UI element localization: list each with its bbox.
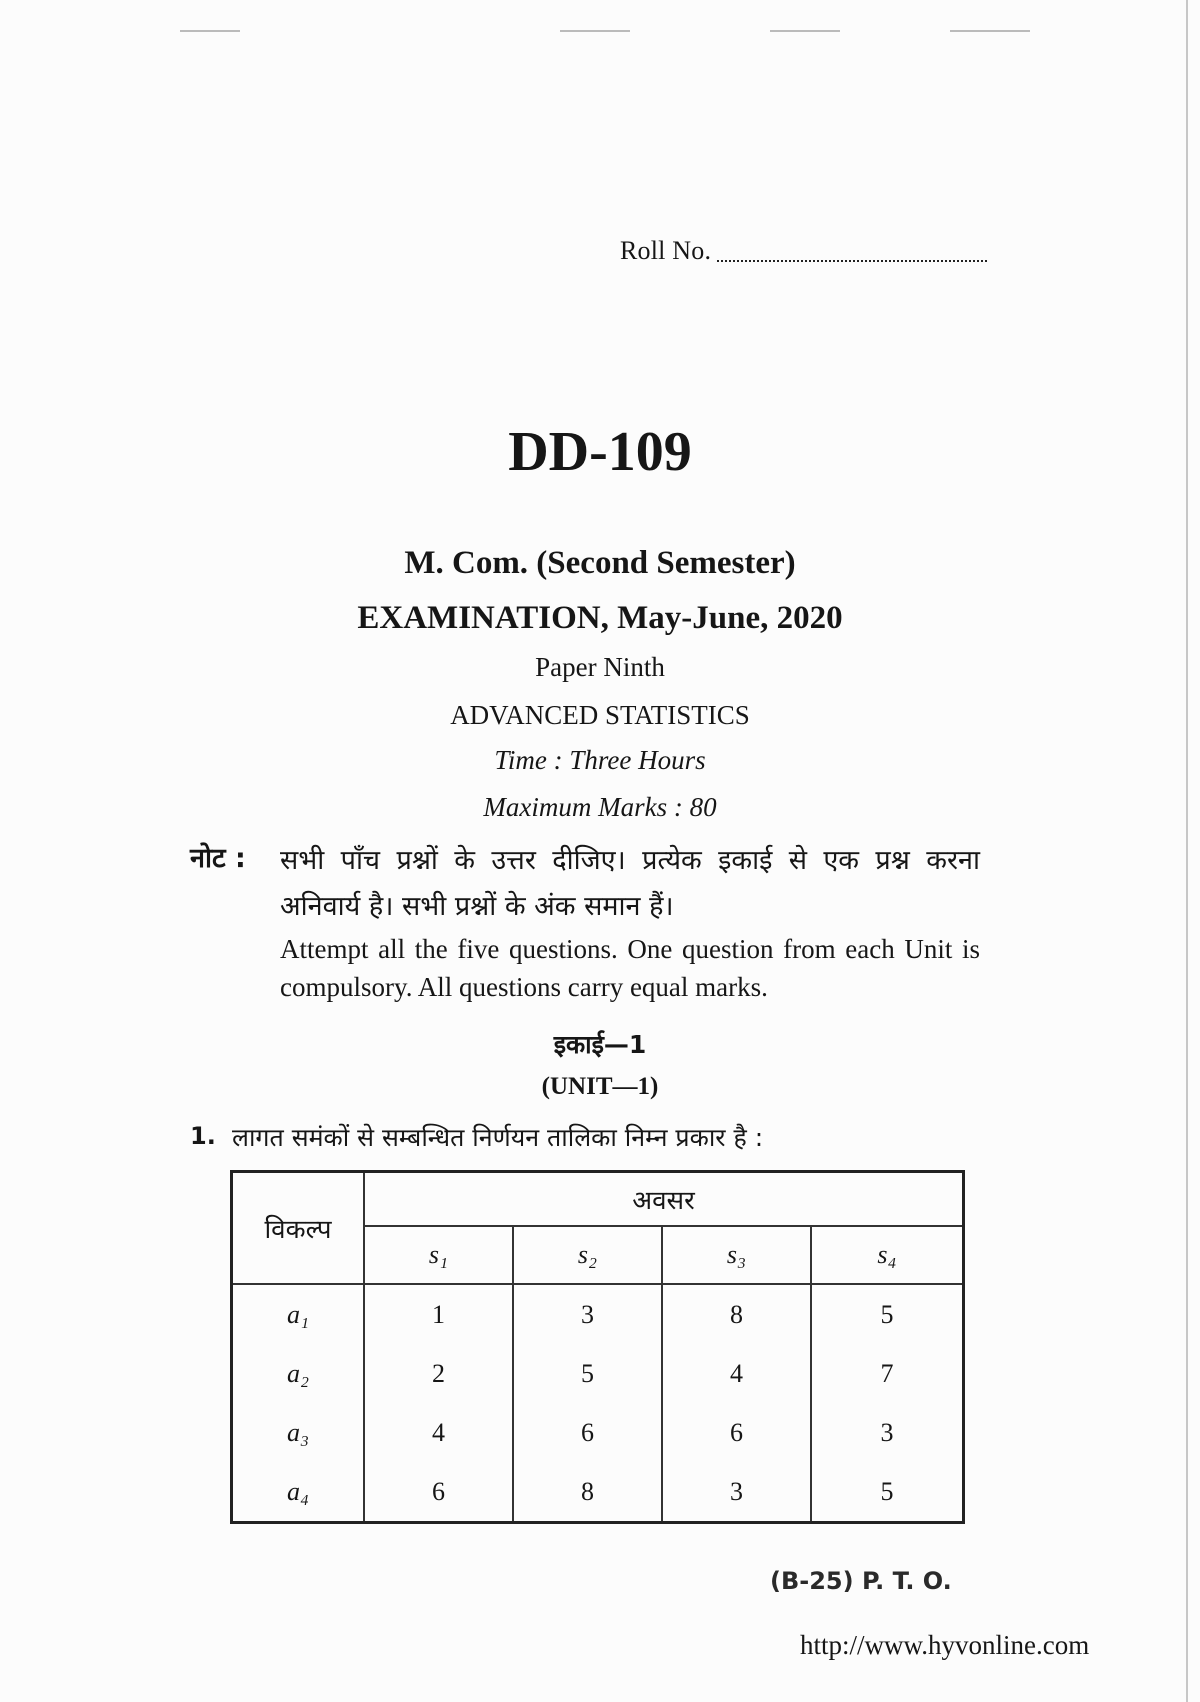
website-url: http://www.hyvonline.com — [800, 1630, 1090, 1660]
alternative-label: a₂ — [232, 1344, 365, 1403]
table-cell: 6 — [513, 1403, 662, 1462]
paper-code: DD-109 — [508, 421, 692, 483]
table-cell: 5 — [811, 1462, 964, 1523]
unit-heading-hindi: इकाई—1 — [553, 1030, 647, 1059]
state-header: s₄ — [811, 1226, 964, 1284]
table-cell: 3 — [811, 1403, 964, 1462]
table-cell: 3 — [513, 1284, 662, 1344]
table-cell: 4 — [364, 1403, 513, 1462]
subject-title: ADVANCED STATISTICS — [450, 700, 750, 730]
state-header: s₃ — [662, 1226, 811, 1284]
table-cell: 7 — [811, 1344, 964, 1403]
table-cell: 3 — [662, 1462, 811, 1523]
table-cell: 6 — [364, 1462, 513, 1523]
table-row — [232, 1462, 964, 1523]
alternatives-header: विकल्प — [232, 1172, 365, 1285]
scan-edge-line — [1186, 0, 1188, 1702]
course-title: M. Com. (Second Semester) — [404, 545, 796, 581]
question-number: 1. — [190, 1122, 216, 1150]
exam-title: EXAMINATION, May-June, 2020 — [357, 600, 843, 636]
table-cell: 4 — [662, 1344, 811, 1403]
note-hindi: सभी पाँच प्रश्नों के उत्तर दीजिए। प्रत्येक इकाई से एक प्रश्न करना अनिवार्य है। सभी प्रश्नों के अंक समान हैं। — [280, 845, 980, 922]
decision-table-container — [230, 1170, 965, 1524]
roll-number-label: Roll No. — [620, 236, 712, 265]
table-cell: 8 — [513, 1462, 662, 1523]
decision-table — [230, 1170, 965, 1524]
roll-number-field — [620, 236, 987, 266]
table-row — [232, 1403, 964, 1462]
note-english: Attempt all the five questions. One question from each Unit is compulsory. All questions carry equal marks. — [280, 934, 980, 1002]
alternative-label: a₄ — [232, 1462, 365, 1523]
alternative-label: a₁ — [232, 1284, 365, 1344]
state-header: s₁ — [364, 1226, 513, 1284]
alternative-label: a₃ — [232, 1403, 365, 1462]
states-group-header: अवसर — [364, 1172, 964, 1227]
roll-number-blank — [717, 260, 987, 262]
table-cell: 1 — [364, 1284, 513, 1344]
maximum-marks: Maximum Marks : 80 — [483, 792, 717, 822]
scan-mark — [770, 30, 840, 32]
scan-mark — [950, 30, 1030, 32]
scan-mark — [560, 30, 630, 32]
table-cell: 5 — [513, 1344, 662, 1403]
table-header-row — [232, 1172, 964, 1227]
page-footer-pto: (B-25) P. T. O. — [770, 1567, 952, 1595]
table-row — [232, 1344, 964, 1403]
scan-mark — [180, 30, 240, 32]
paper-number: Paper Ninth — [535, 652, 665, 682]
exam-duration: Time : Three Hours — [494, 745, 706, 775]
state-header: s₂ — [513, 1226, 662, 1284]
table-cell: 8 — [662, 1284, 811, 1344]
unit-heading-english: (UNIT—1) — [541, 1073, 659, 1100]
table-cell: 2 — [364, 1344, 513, 1403]
note-label: नोट : — [190, 843, 246, 874]
question-text: लागत समंकों से सम्बन्धित निर्णयन तालिका निम्न प्रकार है : — [232, 1123, 764, 1152]
table-row — [232, 1284, 964, 1344]
table-cell: 5 — [811, 1284, 964, 1344]
table-cell: 6 — [662, 1403, 811, 1462]
